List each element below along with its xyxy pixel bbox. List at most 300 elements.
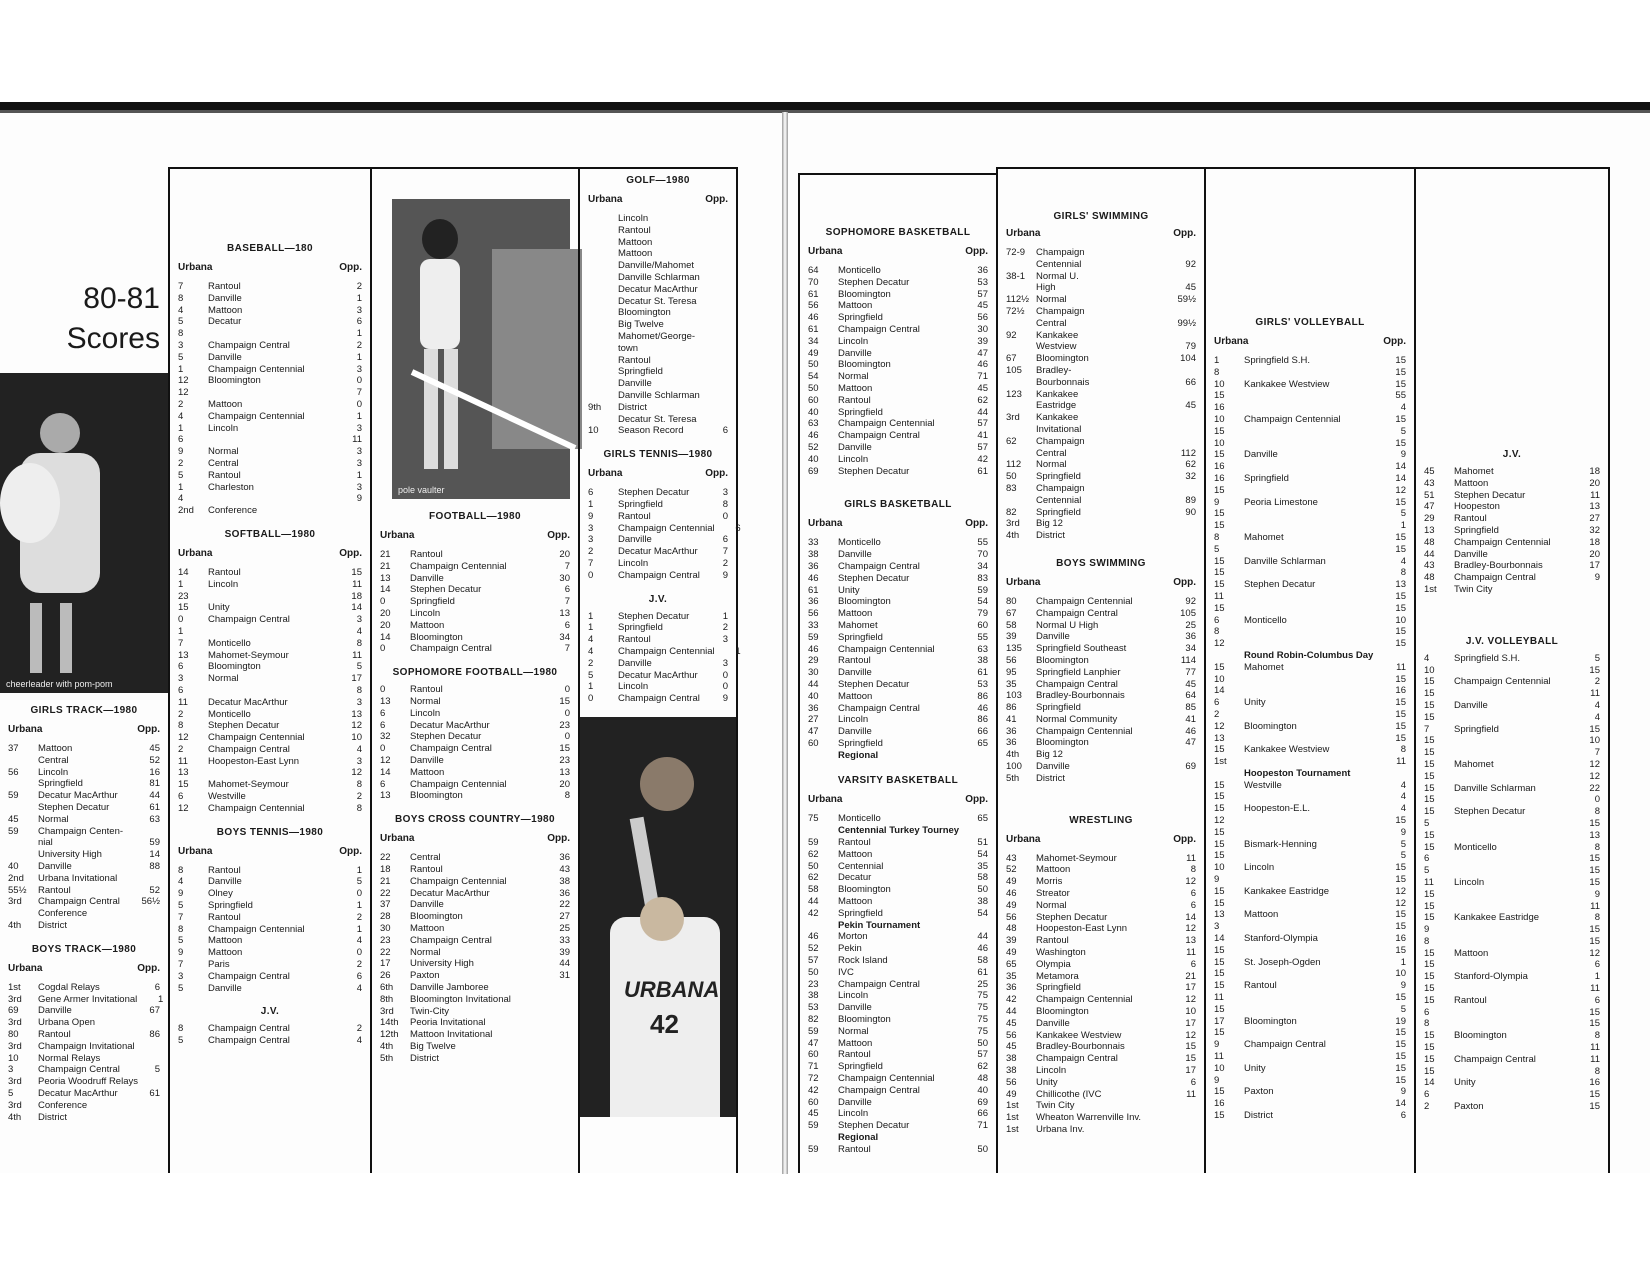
opponent-score: 7 (564, 560, 570, 572)
opponent-score (1170, 530, 1196, 542)
opponent-score: 5 (1400, 425, 1406, 437)
opponent-name: Lincoln (1244, 862, 1275, 874)
urbana-score: 15 (1214, 744, 1225, 756)
opponent-name: Olympia (1036, 958, 1071, 970)
opponent-score: 4 (356, 935, 362, 947)
opponent-name: Hoopeston-E.L. (1244, 803, 1311, 815)
urbana-score: 46 (808, 931, 819, 943)
opponent-score: 18 (351, 590, 362, 602)
pole-caption: pole vaulter (398, 485, 445, 495)
score-row (1006, 667, 1196, 679)
boys-swim-rows (1006, 596, 1196, 785)
opponent-name: Rantoul (1454, 994, 1487, 1006)
pole-vault-photo (392, 199, 570, 499)
opponent-score: 31 (559, 970, 570, 982)
opponent-score (702, 225, 728, 237)
urbana-score: 36 (1006, 725, 1017, 737)
opponent-score (134, 920, 160, 932)
urbana-score: 10 (1214, 673, 1225, 685)
urbana-score: 1st (1006, 1112, 1019, 1124)
opponent-name: District (38, 1111, 68, 1123)
score-row (588, 499, 728, 511)
score-row (1424, 853, 1600, 865)
urbana-score: 2 (588, 657, 594, 669)
urbana-score: 1 (588, 622, 594, 634)
score-row (1006, 714, 1196, 726)
opponent-score (702, 284, 728, 296)
urbana-score: 20 (380, 607, 391, 619)
opponent-name: Champaign Invitational (38, 1040, 135, 1052)
score-row (588, 402, 728, 414)
opponent-score: 15 (1589, 924, 1600, 936)
score-row (178, 650, 362, 662)
boys-swim-title: BOYS SWIMMING (1056, 557, 1146, 569)
urbana-score: 6 (380, 719, 386, 731)
vb-jv-top-title: J.V. (1502, 449, 1522, 460)
opponent-name (1454, 924, 1574, 936)
score-row (808, 1038, 988, 1050)
opponent-score: 1 (1400, 956, 1406, 968)
opponent-score: 15 (1589, 1006, 1600, 1018)
urbana-score: 3rd (8, 896, 22, 908)
opponent-name: Lincoln (410, 707, 441, 719)
girls-tennis-title: GIRLS TENNIS—1980 (603, 449, 713, 461)
urbana-score: 12 (380, 754, 391, 766)
opponent-score: 15 (1395, 638, 1406, 650)
urbana-score: 46 (808, 572, 819, 584)
urbana-score: 6 (178, 684, 184, 696)
urbana-score: 105 (1006, 364, 1022, 376)
urbana-score: 44 (1424, 548, 1435, 560)
opponent-score (702, 355, 728, 367)
urbana-score: 69 (808, 465, 819, 477)
opponent-score: 30 (977, 323, 988, 335)
urbana-score: 47 (808, 1037, 819, 1049)
boys-swim-header: Urbana Opp. (1006, 576, 1196, 588)
score-row (588, 546, 728, 558)
opponent-name (1454, 712, 1574, 724)
varsity-bb-title: VARSITY BASKETBALL (837, 775, 959, 787)
score-row (178, 579, 362, 591)
score-row (1006, 1053, 1196, 1065)
opponent-name: Centennial (1036, 258, 1082, 270)
opponent-score: 15 (1395, 378, 1406, 390)
score-row (1424, 959, 1600, 971)
opponent-score: 12 (1589, 770, 1600, 782)
score-row (1214, 921, 1406, 933)
urbana-score: 7 (1424, 723, 1430, 735)
score-row (808, 1026, 988, 1038)
golf-title: GOLF—1980 (626, 175, 690, 186)
urbana-score: 2 (178, 743, 184, 755)
urbana-score: 15 (1424, 1065, 1435, 1077)
opponent-name: Danville (38, 1005, 72, 1017)
score-row (1006, 959, 1196, 971)
boys-tennis-rows (178, 865, 362, 995)
score-row (178, 661, 362, 673)
urbana-score (808, 920, 838, 932)
opponent-name: Stanford-Olympia (1454, 971, 1528, 983)
urbana-score: 15 (1424, 971, 1435, 983)
opponent-score (702, 366, 728, 378)
opponent-name: Decatur (208, 316, 242, 328)
opponent-score: 25 (1185, 619, 1196, 631)
opponent-score: 15 (1395, 413, 1406, 425)
urbana-score: 1st (1214, 756, 1227, 768)
opponent-name: Champaign Central (410, 743, 492, 755)
score-row (808, 1144, 988, 1156)
opponent-name: Champaign Central (838, 978, 920, 990)
opponent-name: Mattoon (1454, 477, 1489, 489)
urbana-score: 9 (1214, 496, 1220, 508)
opponent-name: Bismark-Henning (1244, 838, 1317, 850)
opponent-score: 1 (1594, 971, 1600, 983)
urbana-score: 6 (1424, 1089, 1430, 1101)
urbana-score: 3rd (1006, 412, 1020, 424)
baseball-title: BASEBALL—180 (227, 243, 313, 254)
opponent-score: 15 (1589, 817, 1600, 829)
urbana-score: 86 (1006, 702, 1017, 714)
opponent-name (1244, 603, 1380, 615)
opponent-name: District (618, 401, 648, 413)
urbana-score (588, 225, 618, 237)
urbana-score: 5 (8, 1087, 14, 1099)
opponent-name: Normal (1036, 899, 1067, 911)
opponent-score: 15 (1395, 496, 1406, 508)
opponent-score: 9 (1594, 572, 1600, 584)
urbana-score: 38-1 (1006, 270, 1026, 282)
score-row (1424, 806, 1600, 818)
score-row (1006, 400, 1196, 412)
opponent-score: 12 (351, 767, 362, 779)
opponent-score (1170, 518, 1196, 530)
opponent-name: Bradley-Bourbonnais (1036, 690, 1125, 702)
opponent-score: 3 (356, 457, 362, 469)
opponent-score: 5 (1400, 508, 1406, 520)
urbana-score: 10 (1214, 1062, 1225, 1074)
opponent-score: 14 (1395, 461, 1406, 473)
opponent-name: Lincoln (208, 578, 239, 590)
opponent-name: Bloomington (618, 307, 671, 319)
urbana-score: 55½ (8, 884, 27, 896)
opponent-score: 3 (356, 755, 362, 767)
opponent-score: 25 (559, 922, 570, 934)
urbana-score: 14 (1424, 1077, 1435, 1089)
varsity-bb-rows (808, 813, 988, 1155)
opponent-score: 4 (1400, 402, 1406, 414)
urbana-score (1006, 495, 1036, 507)
opponent-score: 15 (1395, 673, 1406, 685)
opponent-name: Stephen Decatur (208, 720, 280, 732)
score-row (1214, 355, 1406, 367)
score-row (1006, 864, 1196, 876)
score-row (1214, 1027, 1406, 1039)
opponent-score: 51 (977, 837, 988, 849)
opponent-name: Lincoln (618, 557, 649, 569)
opponent-name (208, 387, 336, 399)
opponent-score: 4 (1400, 803, 1406, 815)
opponent-name: Springfield (1036, 982, 1081, 994)
opponent-name (1244, 626, 1380, 638)
opponent-score: 15 (1589, 876, 1600, 888)
score-row (8, 1076, 160, 1088)
score-row (178, 493, 362, 505)
opponent-name: Metamora (1036, 970, 1079, 982)
urbana-score: 59 (808, 1120, 819, 1132)
girls-track-title: GIRLS TRACK—1980 (30, 705, 138, 716)
opponent-score: 15 (1395, 543, 1406, 555)
opponent-score: 2 (722, 622, 728, 634)
urbana-score: 32 (380, 731, 391, 743)
opponent-score: 92 (1185, 595, 1196, 607)
opponent-score: 112 (1180, 447, 1196, 459)
score-row (808, 920, 988, 932)
opponent-score: 8 (722, 498, 728, 510)
score-row (808, 596, 988, 608)
opponent-score: 50 (977, 884, 988, 896)
opponent-name: Stephen Decatur (1244, 579, 1316, 591)
score-row (1214, 579, 1406, 591)
score-row (8, 1017, 160, 1029)
opponent-name (1244, 367, 1380, 379)
urbana-score: 33 (808, 619, 819, 631)
urbana-score: 40 (8, 860, 19, 872)
opponent-name: Lincoln (838, 990, 869, 1002)
score-row (380, 779, 570, 791)
opponent-score: 4 (1400, 555, 1406, 567)
score-row (8, 755, 160, 767)
opponent-name (1244, 438, 1380, 450)
urbana-score: 72-9 (1006, 247, 1026, 258)
urbana-score: 5 (178, 982, 184, 994)
opponent-score: 0 (722, 669, 728, 681)
opponent-name (1244, 733, 1380, 745)
urbana-score: 62 (1006, 435, 1017, 447)
softball-title: SOFTBALL—1980 (224, 528, 316, 540)
urbana-score (808, 750, 838, 762)
opponent-name: Hoopeston (1454, 501, 1500, 513)
urbana-score: 40 (808, 406, 819, 418)
opponent-name: Centennial (838, 860, 884, 872)
urbana-score: 3rd (1006, 518, 1020, 530)
score-row (588, 284, 728, 296)
score-row (1006, 853, 1196, 865)
score-row (178, 709, 362, 721)
score-row (588, 570, 728, 582)
opponent-name (208, 434, 336, 446)
opponent-name: Champaign Centennial (1036, 725, 1133, 737)
opponent-score: 27 (559, 911, 570, 923)
urbana-score: 10 (1214, 378, 1225, 390)
score-row (1006, 318, 1196, 330)
opponent-score: 104 (1180, 353, 1196, 365)
urbana-score (1006, 424, 1036, 436)
boys-cc-title: BOYS CROSS COUNTRY—1980 (395, 814, 555, 826)
opponent-score: 41 (1185, 713, 1196, 725)
opponent-name: Danville (208, 876, 242, 888)
urbana-score: 15 (1424, 994, 1435, 1006)
score-row (808, 691, 988, 703)
urbana-score: 14 (380, 584, 391, 596)
score-row (178, 983, 362, 995)
opponent-score: 66 (1185, 376, 1196, 388)
urbana-score: 61 (808, 288, 819, 300)
urbana-score: 15 (1214, 826, 1225, 838)
urbana-score: 11 (1214, 590, 1224, 602)
opponent-name: Bloomington (208, 661, 261, 673)
opponent-name: Bloomington (1244, 1015, 1297, 1027)
opponent-name (1454, 1018, 1574, 1030)
opponent-name: Normal (1036, 294, 1067, 306)
opponent-name: Danville (838, 1002, 872, 1014)
opponent-score: 75 (977, 1025, 988, 1037)
urbana-score: 48 (1424, 536, 1435, 548)
opponent-name (208, 626, 336, 638)
opponent-score: 27 (1589, 513, 1600, 525)
opponent-name: Danville (208, 292, 242, 304)
score-row (1006, 448, 1196, 460)
opponent-name: Stephen Decatur (838, 572, 910, 584)
opponent-score: 6 (1190, 888, 1196, 900)
opponent-name: Champaign Central (38, 1064, 120, 1076)
score-row (808, 990, 988, 1002)
opponent-name: Normal Community (1036, 713, 1118, 725)
opponent-score: 55 (977, 631, 988, 643)
score-row (808, 655, 988, 667)
opponent-name: Normal Relays (38, 1052, 101, 1064)
opponent-score: 5 (1400, 838, 1406, 850)
opponent-score: 34 (977, 560, 988, 572)
opponent-name: Rantoul (410, 549, 443, 560)
opponent-name: Hoopeston Tournament (1244, 767, 1351, 779)
column-1 (0, 167, 168, 1173)
opponent-name: Danville (838, 347, 872, 359)
opponent-score: 38 (977, 896, 988, 908)
opponent-name: Regional (838, 1132, 879, 1143)
basketball-photo (580, 717, 736, 1117)
opponent-name (1244, 850, 1380, 862)
opponent-score: 15 (1395, 862, 1406, 874)
opponent-name: Unity (1244, 1062, 1266, 1074)
opponent-name: Danville (410, 572, 444, 584)
opponent-name: Champaign Central (410, 934, 492, 946)
score-row (1214, 591, 1406, 603)
urbana-score: 5 (178, 351, 184, 363)
opponent-score: 2 (356, 959, 362, 971)
urbana-score: 5 (178, 1035, 184, 1047)
urbana-score: 15 (1214, 425, 1225, 437)
opponent-name: Central (410, 852, 441, 864)
opponent-name (1244, 426, 1380, 438)
urbana-score: 23 (808, 978, 819, 990)
urbana-score: 13 (1214, 732, 1225, 744)
score-row (588, 237, 728, 249)
varsity-bb-header: Urbana Opp. (808, 794, 988, 806)
opponent-score: 8 (1400, 567, 1406, 579)
opponent-score: 45 (1185, 678, 1196, 690)
urbana-score: 50 (808, 860, 819, 872)
opponent-score: 38 (559, 875, 570, 887)
score-row (380, 561, 570, 573)
opponent-score: 77 (1185, 666, 1196, 678)
opponent-name: Danville (1036, 631, 1070, 643)
opponent-name: Champaign Centennial (208, 732, 305, 744)
opponent-score: 57 (977, 418, 988, 430)
urbana-score: 15 (1424, 688, 1435, 700)
opponent-score (1170, 436, 1196, 448)
urbana-score: 61 (808, 323, 819, 335)
opponent-name: Mahomet (1454, 466, 1494, 477)
opponent-name: Conference (38, 1099, 88, 1111)
score-row (1424, 1089, 1600, 1101)
opponent-score: 50 (977, 1037, 988, 1049)
opponent-score (134, 1053, 160, 1065)
urbana-score: 10 (1214, 413, 1225, 425)
opponent-score: 59½ (1177, 294, 1196, 306)
score-row (808, 395, 988, 407)
urbana-score: 45 (8, 813, 19, 825)
urbana-score: 72½ (1006, 305, 1025, 317)
urbana-score: 59 (808, 1025, 819, 1037)
score-row (1006, 495, 1196, 507)
urbana-score (8, 837, 38, 849)
score-row (1214, 733, 1406, 745)
opponent-score: 79 (1185, 341, 1196, 353)
urbana-score: 3rd (8, 1040, 22, 1052)
opponent-name: Danville (618, 534, 652, 546)
opponent-name (1244, 508, 1380, 520)
score-row (8, 790, 160, 802)
urbana-score: 3rd (8, 1099, 22, 1111)
opponent-name: Danville Schlarman (618, 389, 700, 401)
opponent-name (1244, 638, 1380, 650)
opponent-score: 23 (559, 719, 570, 731)
opponent-score (1170, 330, 1196, 342)
opponent-score: 92 (1185, 258, 1196, 270)
score-row (1214, 615, 1406, 627)
opponent-score: 3 (356, 304, 362, 316)
urbana-score: 83 (1006, 482, 1017, 494)
urbana-score: 3rd (8, 1076, 22, 1088)
score-row (380, 549, 570, 561)
football-title: FOOTBALL—1980 (429, 511, 521, 522)
urbana-score: 0 (380, 643, 386, 655)
opponent-name: Rantoul (1036, 935, 1069, 947)
urbana-score: 12 (178, 802, 189, 814)
score-row (808, 884, 988, 896)
girls-vb-title: GIRLS' VOLLEYBALL (1255, 317, 1365, 328)
opponent-name (1454, 853, 1574, 865)
score-row (808, 418, 988, 430)
opponent-name: Kankakee Westview (1244, 378, 1330, 390)
opponent-score: 56½ (141, 896, 160, 908)
urbana-score: 15 (1214, 968, 1225, 980)
opponent-score: 55 (1395, 390, 1406, 402)
score-row (1006, 424, 1196, 436)
opponent-score (134, 1100, 160, 1112)
urbana-score: 36 (808, 560, 819, 572)
urbana-score: 9 (1214, 1039, 1220, 1051)
urbana-score: 8 (1424, 1018, 1430, 1030)
score-row (1424, 1054, 1600, 1066)
score-row (1006, 306, 1196, 318)
score-row (380, 911, 570, 923)
score-row (178, 720, 362, 732)
urbana-score: 1st (1006, 1124, 1019, 1135)
score-row (1214, 638, 1406, 650)
opponent-score (702, 272, 728, 284)
opponent-name: Champaign Central (1454, 572, 1536, 584)
